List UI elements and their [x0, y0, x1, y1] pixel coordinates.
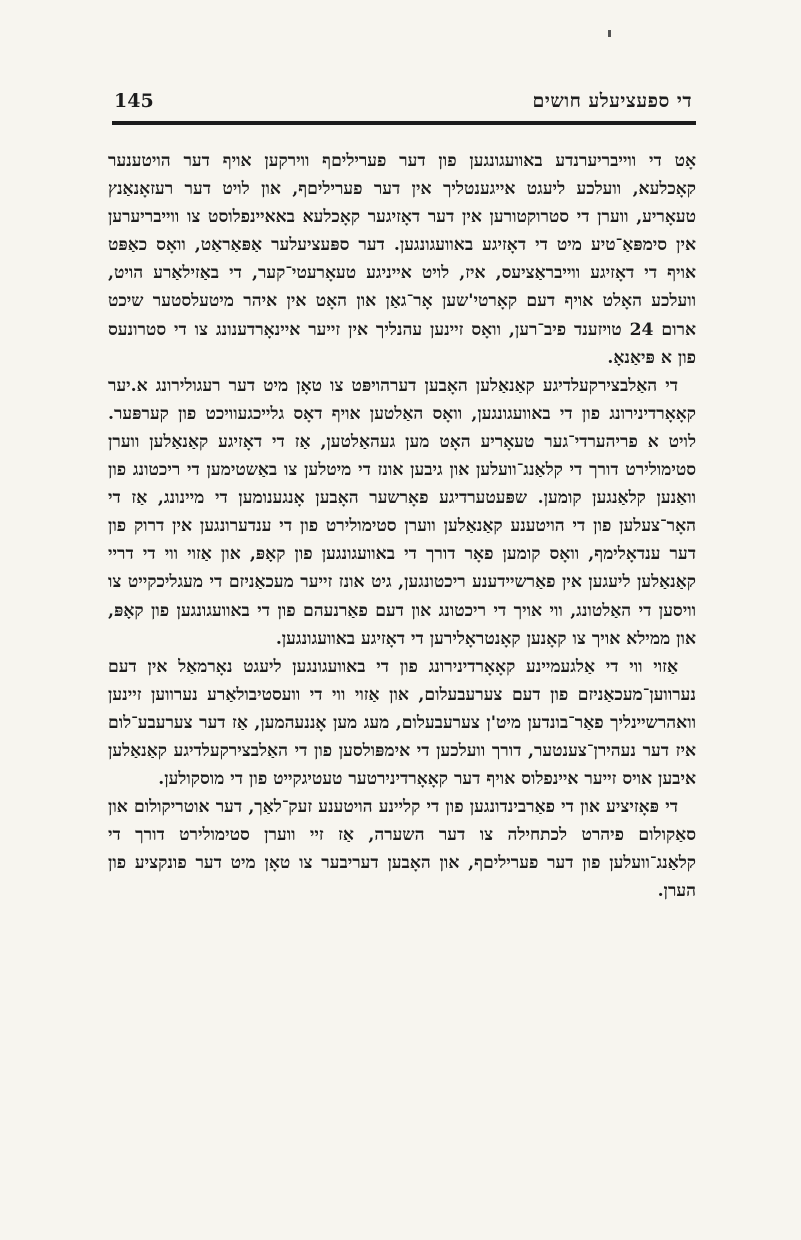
body-text: [108, 147, 696, 906]
page-header: [112, 90, 694, 118]
header-rule: [112, 121, 696, 125]
running-title: די ספעציעלע חושים: [532, 90, 692, 112]
paragraph-3: אַזוי ווי די אַלגעמיינע קאָאָרדינירונג פון די באוועגונגען ליעגט נאָרמאַל אין דעם נערווען־מעכאַניזם פון דעם צערעבעלום, און אַזוי ווי די וועסטיבולאַרע נערווען זיינען וואהרשיינליך פאַר־בונדען מיט'ן צערעבעלום, מעג מען אָננעהמען, אַז דער צערעבע־לום איז דער נעהירן־צענטער, דורך וועלכען די אימפּולסען פון די האַלבצירקעלדיגע קאַנאַלען איבען אויס זייער איינפלוס אויף דער קאָאָרדינירטער טעטיגקייט פון די מוסקולען.: [108, 656, 696, 790]
page-number: 145: [114, 90, 154, 112]
paragraph-4: די פּאָזיציע און די פאַרבינדונגען פון די קליינע הויטענע זעק־לאַך, דער אוטריקולום און סאַקולום פיהרט לכתחילה צו דער השערה, אַז זיי ווערן סטימולירט דורך די קלאַנג־וועלען פון דער פעריליםף, און האָבען דעריבער צו טאָן מיט דער פונקציע פון הערן.: [108, 797, 696, 902]
stray-ink-mark: [608, 30, 611, 37]
paragraph-2: די האַלבצירקעלדיגע קאַנאַלען האָבען דערהויפּט צו טאָן מיט דער רעגולירונג א.יער קאָאָרדינירונג פון די באוועגונגען, וואָס האַלטען אויף דאָס גלייכגעוויכט פון קערפּער. לויט א פריהערדי־גער טעאָריע האָט מען געהאַלטען, אַז די דאָזיגע קאַנאַלען ווערן סטימולירט דורך די קלאַנג־וועלען און גיבען אונז די מיטלען צו באַשטימען די ריכטונג פון וואַנען קלאַנגען קומען. שפּעטערדיגע פאָרשער האָבען אָנגענומען די מיינונג, אַז די האָר־צעלען פון די הויטענע קאַנאַלען ווערן סטימולירט פון די ענדערונגען אין דרוק פון דער ענדאָלימף, וואָס קומען פאָר דורך די באוועגונגען פון קאָפּ, און אַזוי ווי די דריי קאַנאַלען ליעגען אין פאַרשיידענע ריכטונגען, גיט אונז זייער מעכאַניזם די מעגליכקייט צו וויסען די האַלטונג, ווי אויך די ריכטונג און דעם פאַרנעהם פון די באוועגונגען פון קאָפּ, און ממילא אויך צו קאָנען קאָנטראָלירען די דאָזיגע באוועגונגען.: [108, 375, 696, 649]
paragraph-1: אָט די ווייבריערנדע באוועגונגען פון דער פעריליםף ווירקען אויף דער הויטענער קאָכלעא, וועלכע ליעגט אייגענטליך אין דער פעריליםף, און לויט דער רעזאָנאַנץ טעאָריע, ווערן די סטרוקטורען אין דער דאָזיגער קאָכלעא באאיינפלוסט צו ווייבריערען אין סימפּאַ־טיע מיט די דאָזיגע באוועגונגען. דער ספּעציעלער אַפּאַראַט, וואָס כאַפּט אויף די דאָזיגע ווייבראַציעס, איז, לויט אייניגע טעאָרעטי־קער, די באַזילאַרע הויט, וועלכע האָלט אויף דעם קאָרטי'שען אָר־גאַן און האָט אין איהר מיטעלסטער שיכט ארום 24 טויזענד פיב־רען, וואָס זיינען עהנליך אין זייער איינאָרדענונג צו די סטרונעס פון א פּיאַנאָ.: [108, 151, 696, 368]
